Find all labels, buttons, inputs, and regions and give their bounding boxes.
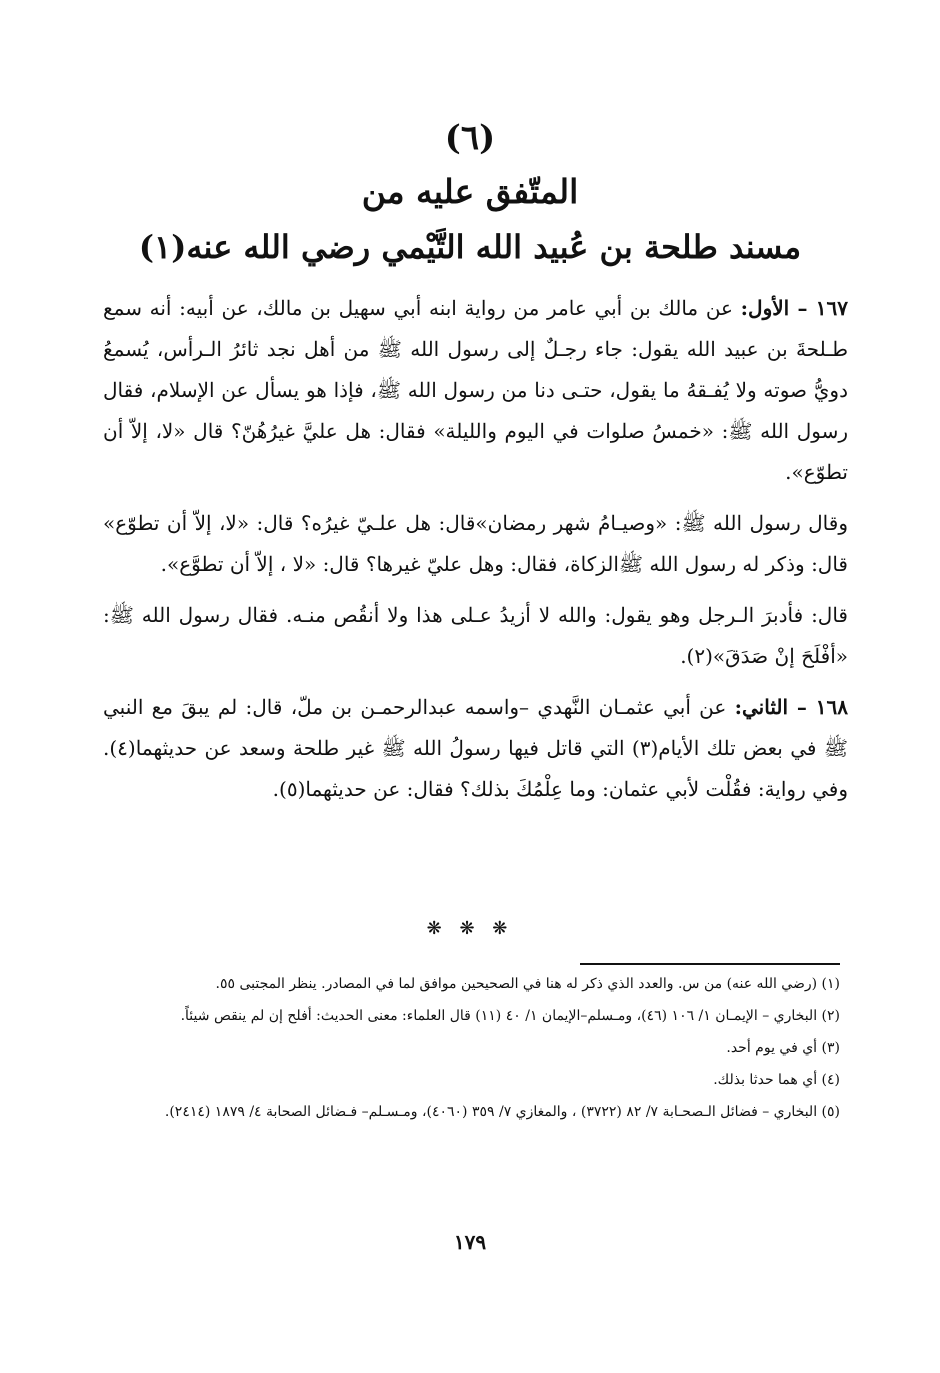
hadith-167-paragraph (103, 288, 848, 493)
hadith-168-label: ١٦٨ – الثاني: (734, 695, 848, 719)
footnote-2: (٢) البخاري – الإيمـان ١/ ١٠٦ (٤٦)، ومـسلم–الإيمان ١/ ٤٠ (١١) قال العلماء: معنى الحديث: أفلح إن لم ينقص شيئاً. (180, 1008, 840, 1024)
hadith-168-paragraph (103, 687, 848, 810)
page-number: ١٧٩ (453, 1230, 487, 1254)
footnote-5: (٥) البخاري – فضائل الـصحـابة ٧/ ٨٢ (٣٧٢٢) ، والمغازي ٧/ ٣٥٩ (٤٠٦٠)، ومـسـلم– فـضائل الصحابة ٤/ ١٨٧٩ (٢٤١٤). (164, 1104, 840, 1120)
footnote-divider (580, 963, 840, 965)
footnote-1: (١) (رضي الله عنه) من س. والعدد الذي ذكر له هنا في الصحيحين موافق لما في المصادر. ينظر المجتبى ٥٥. (215, 976, 840, 992)
hadith-167-text: عن مالك بن أبي عامر من رواية ابنه أبي سهيل بن مالك، عن أبيه: أنه سمع طـلحةَ بن عبيد الله يقول: جاء رجـلٌ إلى رسول الله ﷺ من أهل نجد ثائرُ الـرأس، يُسمعُ دويُّ صوته ولا يُفـقهُ ما يقول، حتـى دنا من رسول الله ﷺ، فإذا هو يسأل عن الإسلام، فقال رسول الله ﷺ: «خمسُ صلوات في اليوم والليلة» فقال: هل عليَّ غيرُهُنّ؟ قال «لا، إلاّ أن تطوّع». (103, 296, 848, 484)
main-text (103, 288, 848, 820)
section-separator: ❋ ❋ ❋ (426, 918, 514, 939)
chapter-number: (٦) (444, 118, 496, 158)
chapter-title-line2: مسند طلحة بن عُبيد الله التَّيْمي رضي الله عنه(١) (138, 228, 802, 266)
footnote-3: (٣) أي في يوم أحد. (726, 1040, 840, 1056)
hadith-167-continuation-1: وقال رسول الله ﷺ: «وصيـامُ شهر رمضان»قال: هل علـيّ غيرُه؟ قال: «لا، إلاّ أن تطوّع» قال: وذكر له رسول الله ﷺالزكاة، فقال: وهل عليّ غيرها؟ قال: «لا ، إلاّ أن تطوَّع». (103, 511, 848, 576)
hadith-168-text: عن أبي عثمـان النَّهدي –واسمه عبدالرحمـن بن ملّ، قال: لم يبقَ مع النبي ﷺ في بعض تلك الأيام(٣) التي قاتل فيها رسولُ الله ﷺ غير طلحة وسعد عن حديثهما(٤). وفي رواية: فقُلْت لأبي عثمان: وما عِلْمُكَ بذلك؟ فقال: عن حديثهما(٥). (103, 695, 848, 801)
hadith-167-continuation-2: قال: فأدبرَ الـرجل وهو يقول: والله لا أزيدُ عـلى هذا ولا أنقُص منـه. فقال رسول الله ﷺ: «أفْلَحَ إنْ صَدَقَ»(٢). (103, 603, 848, 668)
footnote-4: (٤) أي هما حدثا بذلك. (713, 1072, 840, 1088)
chapter-title-line1: المتّفق عليه من (361, 172, 579, 211)
footnotes (100, 970, 840, 1130)
hadith-167-label: ١٦٧ – الأول: (740, 296, 848, 320)
